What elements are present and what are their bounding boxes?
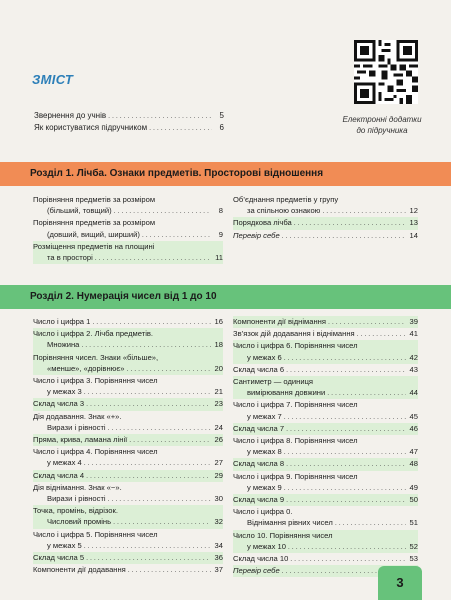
toc-entry[interactable] xyxy=(33,411,223,434)
toc-entry-line xyxy=(233,482,418,494)
toc-entry[interactable] xyxy=(33,375,223,398)
toc-entry-label: Склад числа 6 xyxy=(233,364,285,374)
toc-entry-label: Число і цифра 3. Порівняння чисел xyxy=(33,376,158,386)
toc-entry-line xyxy=(33,339,223,351)
toc-entry-line xyxy=(233,364,418,376)
toc-entry-label: Звернення до учнів xyxy=(34,111,107,120)
toc-entry-label: за спільною ознакою xyxy=(247,206,321,216)
toc-entry-label: Об’єднання предметів у групу xyxy=(233,195,339,204)
toc-entry-line xyxy=(33,552,223,564)
section-2-header: Розділ 2. Нумерація чисел від 1 до 10 xyxy=(0,285,451,309)
toc-entry-line xyxy=(33,194,223,205)
dot-leader xyxy=(92,316,211,328)
dot-leader xyxy=(84,386,211,398)
toc-entry-label: Число і цифра 8. Порівняння чисел xyxy=(233,436,358,446)
toc-entry[interactable] xyxy=(233,506,418,529)
toc-entry-label: Дія додавання. Знак «+». xyxy=(33,411,122,421)
toc-entry-label: та в просторі xyxy=(47,253,93,263)
toc-entry-line xyxy=(233,352,418,364)
toc-entry-label: Порівняння предметів за розміром xyxy=(33,218,156,228)
toc-entry-line xyxy=(33,529,223,540)
toc-entry-line xyxy=(33,411,223,422)
toc-entry-line xyxy=(33,375,223,386)
toc-entry[interactable] xyxy=(33,194,223,217)
toc-entry-label: Множина xyxy=(47,340,80,350)
toc-entry-label: «менше», «дорівнює» xyxy=(47,363,125,373)
toc-entry-line xyxy=(233,423,418,435)
dot-leader xyxy=(86,398,211,410)
toc-entry-line xyxy=(33,446,223,457)
toc-entry-line xyxy=(233,517,418,529)
toc-entry-line xyxy=(33,386,223,398)
toc-entry[interactable] xyxy=(33,398,223,410)
toc-entry-line xyxy=(33,398,223,410)
toc-entry[interactable] xyxy=(34,110,224,122)
toc-entry-page: 37 xyxy=(214,565,223,575)
toc-entry-label: Компоненти дії віднімання xyxy=(233,317,326,326)
toc-entry-page: 14 xyxy=(409,230,418,240)
toc-entry[interactable] xyxy=(233,340,418,363)
toc-entry-page: 46 xyxy=(409,423,418,433)
toc-entry-page: 49 xyxy=(409,482,418,492)
toc-entry-label: Перевір себе xyxy=(233,566,280,576)
toc-entry-page: 39 xyxy=(409,317,418,326)
toc-entry-label: Число і цифра 7. Порівняння чисел xyxy=(233,400,358,410)
contents-title: ЗМІСТ xyxy=(32,72,74,87)
toc-entry-page: 41 xyxy=(409,329,418,339)
toc-entry-label: Число і цифра 5. Порівняння чисел xyxy=(33,529,158,539)
toc-entry-label: у межах 7 xyxy=(247,411,282,421)
dot-leader xyxy=(81,339,211,351)
toc-entry[interactable] xyxy=(33,434,223,446)
toc-entry-line xyxy=(33,516,223,528)
toc-entry-line xyxy=(33,493,223,505)
toc-entry[interactable] xyxy=(33,529,223,552)
dot-leader xyxy=(286,423,406,435)
toc-entry-line xyxy=(33,470,223,482)
toc-entry[interactable] xyxy=(233,364,418,376)
section-1-header: Розділ 1. Лічба. Ознаки предметів. Просторові відношення xyxy=(0,162,451,186)
toc-entry-label: Порівняння чисел. Знаки «більше», xyxy=(33,352,159,362)
toc-entry-line xyxy=(33,328,223,339)
dot-leader xyxy=(84,457,211,469)
dot-leader xyxy=(294,217,406,229)
intro-list xyxy=(34,110,224,134)
toc-entry-label: Розміщення предметів на площині xyxy=(33,241,155,251)
toc-entry-line xyxy=(233,494,418,506)
toc-entry-label: у межах 8 xyxy=(247,447,282,457)
toc-entry[interactable] xyxy=(233,194,418,217)
toc-entry-line xyxy=(233,471,418,482)
toc-entry-line xyxy=(33,363,223,375)
toc-entry-line xyxy=(33,434,223,446)
toc-entry-page: 29 xyxy=(214,470,223,480)
toc-entry[interactable] xyxy=(33,482,223,505)
toc-entry-label: Перевір себе xyxy=(233,230,280,240)
toc-entry-label: у межах 4 xyxy=(47,458,82,468)
toc-entry-page: 53 xyxy=(409,554,418,564)
toc-entry-label: Склад числа 5 xyxy=(33,553,85,563)
toc-entry-page: 47 xyxy=(409,447,418,457)
toc-entry-label: Число і цифра 2. Лічба предметів. xyxy=(33,329,154,339)
toc-entry-page: 6 xyxy=(219,123,224,133)
dot-leader xyxy=(286,458,406,470)
toc-entry-line xyxy=(233,458,418,470)
toc-entry[interactable] xyxy=(33,316,223,328)
toc-entry-line xyxy=(33,229,223,241)
toc-entry[interactable] xyxy=(33,552,223,564)
toc-entry-line xyxy=(33,505,223,516)
toc-entry-line xyxy=(33,540,223,552)
toc-entry-line xyxy=(33,316,223,328)
dot-leader xyxy=(129,434,211,446)
toc-entry-page: 36 xyxy=(214,553,223,563)
toc-entry-page: 43 xyxy=(409,364,418,374)
dot-leader xyxy=(288,541,406,553)
toc-entry[interactable] xyxy=(233,328,418,340)
toc-entry-label: Віднімання рівних чисел xyxy=(247,518,333,528)
dot-leader xyxy=(86,552,211,564)
qr-code[interactable] xyxy=(354,40,418,104)
toc-entry-line xyxy=(33,217,223,228)
toc-entry-page: 50 xyxy=(409,495,418,505)
toc-entry-line xyxy=(233,217,418,229)
toc-entry-page: 8 xyxy=(218,206,223,216)
dot-leader xyxy=(284,411,406,423)
toc-entry-label: Число і цифра 0. xyxy=(233,507,293,517)
toc-entry-page: 13 xyxy=(409,218,418,228)
toc-entry[interactable] xyxy=(233,458,418,470)
toc-entry-label: Компоненти дії додавання xyxy=(33,565,126,575)
dot-leader xyxy=(322,205,406,217)
section-2-left-column xyxy=(33,316,223,576)
toc-entry-label: Склад числа 3 xyxy=(33,399,85,409)
toc-entry-label: Склад числа 8 xyxy=(233,459,285,469)
dot-leader xyxy=(114,205,211,217)
toc-entry-label: у межах 6 xyxy=(247,352,282,362)
dot-leader xyxy=(108,110,212,122)
section-1-right-column xyxy=(233,194,418,242)
toc-entry[interactable] xyxy=(233,217,418,229)
toc-entry-page: 12 xyxy=(409,206,418,216)
toc-entry[interactable] xyxy=(233,553,418,565)
toc-entry-page: 48 xyxy=(409,459,418,469)
toc-entry-page: 45 xyxy=(409,411,418,421)
toc-entry[interactable] xyxy=(33,352,223,375)
dot-leader xyxy=(284,446,406,458)
dot-leader xyxy=(357,328,406,340)
toc-entry[interactable] xyxy=(233,494,418,506)
toc-entry-line xyxy=(33,457,223,469)
toc-entry-label: Дія віднімання. Знак «−». xyxy=(33,482,122,492)
dot-leader xyxy=(335,517,406,529)
toc-entry-line xyxy=(233,205,418,217)
dot-leader xyxy=(149,122,212,134)
qr-caption xyxy=(322,114,442,136)
toc-entry-line xyxy=(233,316,418,328)
dot-leader xyxy=(108,493,211,505)
toc-entry[interactable] xyxy=(233,316,418,328)
dot-leader xyxy=(84,540,211,552)
toc-entry-label: Число і цифра 6. Порівняння чисел xyxy=(233,341,358,351)
toc-entry-label: Пряма, крива, ламана лінії xyxy=(33,435,128,445)
dot-leader xyxy=(86,470,211,482)
toc-entry-line xyxy=(233,328,418,340)
dot-leader xyxy=(108,422,211,434)
toc-entry-label: Точка, промінь, відрізок. xyxy=(33,506,118,516)
toc-entry-line xyxy=(233,387,418,399)
dot-leader xyxy=(113,516,211,528)
toc-entry[interactable] xyxy=(33,446,223,469)
toc-entry-page: 32 xyxy=(214,517,223,527)
dot-leader xyxy=(327,387,406,399)
toc-entry-label: (більший, товщий) xyxy=(47,206,112,216)
toc-entry-line xyxy=(33,252,223,264)
toc-entry-page: 24 xyxy=(214,422,223,432)
toc-entry[interactable] xyxy=(33,470,223,482)
toc-entry-line xyxy=(233,553,418,565)
toc-entry-label: (довший, вищий, ширший) xyxy=(47,229,140,239)
qr-caption-line: до підручника xyxy=(356,126,408,135)
dot-leader xyxy=(128,564,211,576)
toc-entry-line xyxy=(233,340,418,351)
toc-entry-page: 34 xyxy=(214,540,223,550)
toc-entry[interactable] xyxy=(33,505,223,528)
toc-entry-line xyxy=(33,564,223,576)
toc-entry-line xyxy=(233,541,418,553)
toc-entry-page: 51 xyxy=(409,518,418,528)
toc-entry-label: Зв’язок дій додавання і віднімання xyxy=(233,329,355,339)
toc-entry-label: Вирази і рівності xyxy=(47,494,106,504)
toc-entry[interactable] xyxy=(233,471,418,494)
toc-entry-page: 26 xyxy=(214,435,223,445)
dot-leader xyxy=(282,230,406,242)
dot-leader xyxy=(284,352,406,364)
toc-entry-label: у межах 5 xyxy=(47,540,82,550)
toc-entry-line xyxy=(233,530,418,541)
qr-caption-line: Електронні додатки xyxy=(342,115,422,124)
toc-entry-label: Сантиметр — одиниця xyxy=(233,377,314,387)
toc-entry-line xyxy=(233,376,418,387)
toc-entry-page: 5 xyxy=(219,111,224,120)
toc-entry-label: Порядкова лічба xyxy=(233,218,292,228)
toc-entry[interactable] xyxy=(233,435,418,458)
toc-entry-page: 42 xyxy=(409,352,418,362)
toc-entry-line xyxy=(233,194,418,205)
page-number: 3 xyxy=(378,566,422,600)
toc-entry-page: 30 xyxy=(214,494,223,504)
toc-entry-label: Число і цифра 1 xyxy=(33,317,91,326)
toc-entry-label: Порівняння предметів за розміром xyxy=(33,195,156,204)
toc-entry-page: 9 xyxy=(218,229,223,239)
toc-entry-page: 20 xyxy=(214,363,223,373)
toc-entry-label: Склад числа 9 xyxy=(233,495,285,505)
dot-leader xyxy=(126,363,211,375)
dot-leader xyxy=(328,316,406,328)
toc-entry-label: Склад числа 7 xyxy=(233,423,285,433)
toc-entry-label: Вирази і рівності xyxy=(47,422,106,432)
toc-entry[interactable] xyxy=(233,376,418,399)
toc-entry-line xyxy=(233,506,418,517)
dot-leader xyxy=(290,553,406,565)
dot-leader xyxy=(286,364,406,376)
toc-entry[interactable] xyxy=(33,217,223,240)
toc-entry-line xyxy=(233,399,418,410)
dot-leader xyxy=(95,252,211,264)
toc-entry-line xyxy=(233,435,418,446)
toc-entry-page: 16 xyxy=(214,317,223,326)
toc-entry-line xyxy=(33,422,223,434)
toc-entry-label: Склад числа 4 xyxy=(33,470,85,480)
toc-entry-page: 21 xyxy=(214,387,223,397)
toc-entry[interactable] xyxy=(233,423,418,435)
section-2-right-column xyxy=(233,316,418,577)
toc-entry-line xyxy=(233,446,418,458)
toc-entry-label: Число і цифра 4. Порівняння чисел xyxy=(33,447,158,457)
toc-entry-line xyxy=(33,205,223,217)
toc-entry-label: Як користуватися підручником xyxy=(34,123,148,133)
toc-entry[interactable] xyxy=(233,399,418,422)
toc-entry-line xyxy=(233,411,418,423)
toc-entry-page: 11 xyxy=(215,253,223,263)
toc-entry-line xyxy=(233,230,418,242)
dot-leader xyxy=(284,482,406,494)
toc-entry[interactable] xyxy=(233,530,418,553)
toc-entry-page: 18 xyxy=(214,340,223,350)
toc-entry-page: 52 xyxy=(409,541,418,551)
toc-entry-label: Число 10. Порівняння чисел xyxy=(233,530,333,540)
toc-entry-line xyxy=(33,352,223,363)
toc-entry-label: Числовий промінь xyxy=(47,517,112,527)
toc-entry[interactable] xyxy=(33,564,223,576)
section-1-left-column xyxy=(33,194,223,264)
toc-entry-label: Склад числа 10 xyxy=(233,554,289,564)
toc-entry[interactable] xyxy=(233,230,418,242)
toc-entry-page: 27 xyxy=(214,458,223,468)
toc-entry-page: 44 xyxy=(409,388,418,398)
toc-entry-label: у межах 10 xyxy=(247,541,286,551)
toc-entry-label: Число і цифра 9. Порівняння чисел xyxy=(233,471,358,481)
toc-entry-line xyxy=(33,241,223,252)
toc-entry[interactable] xyxy=(33,241,223,264)
toc-entry-label: у межах 3 xyxy=(47,387,82,397)
toc-entry-line xyxy=(33,482,223,493)
toc-entry[interactable] xyxy=(34,122,224,134)
dot-leader xyxy=(142,229,211,241)
toc-entry-label: вимірювання довжини xyxy=(247,388,326,398)
toc-entry[interactable] xyxy=(33,328,223,351)
dot-leader xyxy=(286,494,406,506)
toc-entry-label: у межах 9 xyxy=(247,482,282,492)
toc-entry-page: 23 xyxy=(214,399,223,409)
